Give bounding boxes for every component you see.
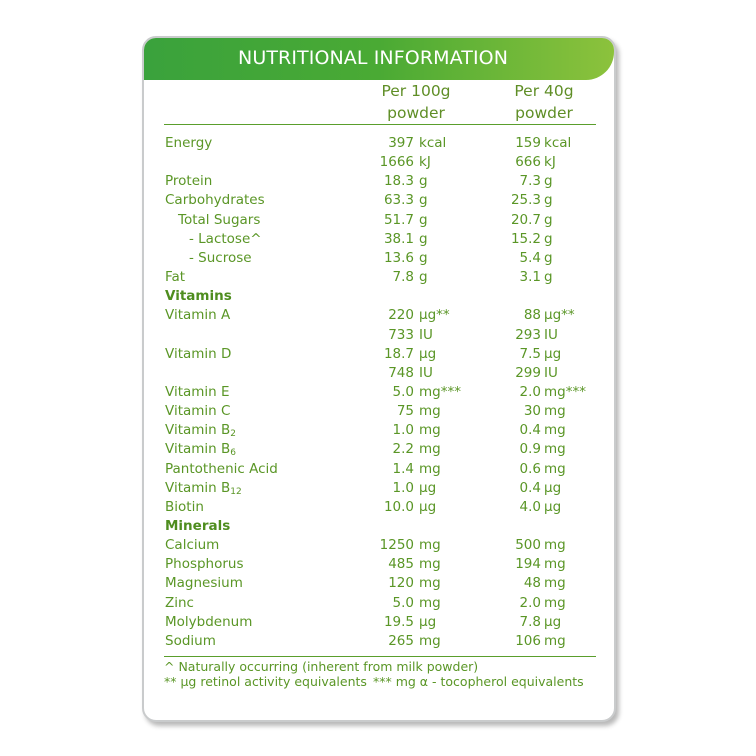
value-per-40g: 2.0 — [519, 594, 541, 611]
unit-per-100g: mg — [419, 460, 441, 477]
unit-per-100g: g — [419, 211, 428, 228]
value-per-100g: 18.7 — [383, 345, 414, 362]
value-per-40g: 7.5 — [519, 345, 541, 362]
value-per-100g: 220 — [388, 307, 414, 324]
value-per-40g: 15.2 — [510, 230, 541, 247]
value-per-100g: 75 — [396, 403, 414, 420]
nutrient-row — [144, 326, 614, 345]
label-text: - Lactose^ — [189, 230, 262, 247]
unit-per-40g: mg — [544, 422, 566, 439]
value-per-40g: 7.8 — [519, 613, 541, 630]
unit-per-100g: g — [419, 173, 428, 190]
label-text: Total Sugars — [178, 211, 261, 228]
footer-divider — [164, 656, 596, 657]
unit-per-40g: g — [544, 173, 553, 190]
label-text: Zinc — [165, 594, 194, 611]
nutrient-row — [144, 306, 614, 325]
footnote-tocopherol: *** mg α - tocopherol equivalents — [373, 674, 584, 689]
label-text: Carbohydrates — [165, 192, 265, 209]
nutrient-label — [178, 211, 260, 230]
unit-per-100g: µg — [419, 498, 437, 515]
unit-per-100g: mg — [419, 537, 441, 554]
nutrient-label — [165, 555, 244, 574]
label-text: Vitamin A — [165, 307, 231, 324]
unit-per-100g: mg — [419, 632, 441, 649]
unit-per-40g: mg — [544, 632, 566, 649]
column-header-per-40g — [496, 80, 592, 124]
nutrient-label — [165, 402, 230, 421]
value-per-100g: 120 — [388, 575, 414, 592]
label-text: Vitamin E — [165, 383, 230, 400]
nutrient-label — [165, 306, 230, 325]
nutrient-label — [165, 574, 243, 593]
unit-per-100g: µg — [419, 345, 437, 362]
value-per-40g: 293 — [515, 326, 541, 343]
unit-per-40g: mg — [544, 556, 566, 573]
value-per-40g: 4.0 — [519, 498, 541, 515]
unit-per-40g: µg — [544, 479, 562, 496]
nutrient-row — [144, 268, 614, 287]
value-per-40g: 2.0 — [519, 383, 541, 400]
value-per-100g: 10.0 — [383, 498, 414, 515]
nutrient-row — [144, 211, 614, 230]
unit-per-40g: g — [544, 230, 553, 247]
nutrient-label — [165, 421, 236, 442]
value-per-40g: 30 — [523, 403, 541, 420]
unit-per-40g: µg — [544, 345, 562, 362]
value-per-40g: 5.4 — [519, 249, 541, 266]
value-per-40g: 299 — [515, 364, 541, 381]
unit-per-100g: g — [419, 192, 428, 209]
label-text: Vitamins — [165, 288, 232, 305]
column-header-per-100g — [368, 80, 464, 124]
value-per-100g: 1666 — [379, 154, 414, 171]
label-text: Phosphorus — [165, 556, 244, 573]
value-per-100g: 51.7 — [383, 211, 414, 228]
nutrient-label — [189, 249, 252, 268]
nutrient-label — [165, 268, 185, 287]
nutrient-row — [144, 498, 614, 517]
unit-per-40g: mg — [544, 460, 566, 477]
unit-per-40g: mg — [544, 441, 566, 458]
nutrient-row — [144, 421, 614, 440]
value-per-100g: 748 — [388, 364, 414, 381]
label-text: Vitamin C — [165, 403, 231, 420]
nutrient-row — [144, 555, 614, 574]
value-per-100g: 63.3 — [383, 192, 414, 209]
value-per-100g: 18.3 — [383, 173, 414, 190]
value-per-100g: 265 — [388, 632, 414, 649]
nutrient-row — [144, 383, 614, 402]
label-text: Fat — [165, 269, 186, 286]
label-subscript: 6 — [230, 448, 236, 459]
nutrient-label — [189, 230, 262, 249]
nutrient-row — [144, 479, 614, 498]
nutrient-row — [144, 594, 614, 613]
section-heading-row — [144, 517, 614, 536]
nutrient-row — [144, 402, 614, 421]
nutrient-label — [165, 191, 265, 210]
label-text: Pantothenic Acid — [165, 460, 278, 477]
value-per-100g: 2.2 — [392, 441, 414, 458]
unit-per-100g: mg — [419, 422, 441, 439]
label-text: Vitamin B — [165, 479, 231, 496]
label-text: - Sucrose — [189, 249, 252, 266]
nutrient-label — [165, 594, 194, 613]
value-per-100g: 1.0 — [392, 479, 414, 496]
nutrient-row — [144, 230, 614, 249]
label-text: Calcium — [165, 537, 220, 554]
value-per-40g: 48 — [523, 575, 541, 592]
unit-per-40g: µg** — [544, 307, 575, 324]
value-per-40g: 0.4 — [519, 479, 541, 496]
unit-per-100g: IU — [419, 326, 433, 343]
value-per-100g: 7.8 — [392, 269, 414, 286]
nutrient-row — [144, 460, 614, 479]
label-text: Sodium — [165, 632, 216, 649]
value-per-40g: 88 — [523, 307, 541, 324]
unit-per-100g: mg — [419, 403, 441, 420]
unit-per-40g: µg — [544, 498, 562, 515]
value-per-100g: 485 — [388, 556, 414, 573]
unit-per-100g: mg — [419, 594, 441, 611]
unit-per-100g: mg — [419, 441, 441, 458]
unit-per-40g: mg — [544, 403, 566, 420]
column-header-line: powder — [515, 104, 573, 122]
unit-per-40g: g — [544, 211, 553, 228]
value-per-40g: 159 — [515, 135, 541, 151]
nutrient-row — [144, 345, 614, 364]
unit-per-100g: mg — [419, 575, 441, 592]
value-per-40g: 0.9 — [519, 441, 541, 458]
label-text: Protein — [165, 173, 213, 190]
unit-per-100g: g — [419, 269, 428, 286]
panel-title: NUTRITIONAL INFORMATION — [238, 47, 509, 69]
unit-per-40g: mg — [544, 575, 566, 592]
nutrient-row — [144, 172, 614, 191]
nutrient-label — [165, 460, 278, 479]
nutrient-label — [165, 479, 242, 500]
value-per-40g: 106 — [515, 632, 541, 649]
nutrient-label — [165, 172, 212, 191]
nutrient-label — [165, 345, 231, 364]
label-text: Vitamin D — [165, 345, 232, 362]
section-heading — [165, 287, 232, 306]
unit-per-100g: g — [419, 230, 428, 247]
header-divider — [164, 124, 596, 125]
label-text: Biotin — [165, 498, 204, 515]
label-text: Energy — [165, 135, 213, 151]
unit-per-100g: g — [419, 249, 428, 266]
unit-per-100g: µg — [419, 613, 437, 630]
unit-per-100g: mg — [419, 556, 441, 573]
unit-per-40g: g — [544, 192, 553, 209]
value-per-100g: 1.4 — [392, 460, 414, 477]
nutrient-label — [165, 383, 230, 402]
value-per-40g: 3.1 — [519, 269, 541, 286]
value-per-100g: 19.5 — [383, 613, 414, 630]
nutrient-label — [165, 632, 216, 651]
nutrient-row — [144, 191, 614, 210]
label-subscript: 12 — [230, 486, 242, 497]
value-per-40g: 0.4 — [519, 422, 541, 439]
nutrient-row — [144, 613, 614, 632]
unit-per-100g: µg** — [419, 307, 450, 324]
value-per-100g: 1.0 — [392, 422, 414, 439]
unit-per-40g: mg — [544, 537, 566, 554]
nutrient-label — [165, 440, 236, 461]
value-per-40g: 194 — [515, 556, 541, 573]
unit-per-40g: µg — [544, 613, 562, 630]
unit-per-40g: kcal — [544, 135, 572, 151]
nutrient-label — [165, 613, 252, 632]
label-text: Magnesium — [165, 575, 243, 592]
nutrient-row — [144, 134, 614, 153]
section-heading — [165, 517, 230, 536]
column-header-line: Per 40g — [514, 82, 574, 100]
unit-per-100g: IU — [419, 364, 433, 381]
unit-per-40g: IU — [544, 364, 558, 381]
unit-per-40g: g — [544, 249, 553, 266]
label-text: Vitamin B — [165, 441, 231, 458]
unit-per-100g: mg*** — [419, 383, 461, 400]
value-per-100g: 5.0 — [392, 594, 414, 611]
unit-per-40g: mg*** — [544, 383, 586, 400]
value-per-100g: 13.6 — [383, 249, 414, 266]
label-text: Molybdenum — [165, 613, 253, 630]
nutrient-row — [144, 536, 614, 555]
column-header-line: powder — [387, 104, 445, 122]
value-per-100g: 1250 — [379, 537, 414, 554]
value-per-40g: 666 — [515, 154, 541, 171]
value-per-100g: 38.1 — [383, 230, 414, 247]
label-text: Vitamin B — [165, 422, 231, 439]
label-text: Minerals — [165, 518, 231, 534]
nutrition-panel — [142, 36, 616, 722]
footnote-lactose: ^ Naturally occurring (inherent from milk powder) — [164, 659, 479, 674]
nutrient-label — [165, 134, 212, 153]
nutrient-row — [144, 440, 614, 459]
value-per-100g: 397 — [388, 135, 414, 151]
unit-per-40g: IU — [544, 326, 558, 343]
nutrient-row — [144, 153, 614, 172]
nutrient-row — [144, 364, 614, 383]
nutrient-label — [165, 536, 219, 555]
unit-per-40g: g — [544, 269, 553, 286]
unit-per-40g: mg — [544, 594, 566, 611]
column-header-line: Per 100g — [381, 82, 451, 100]
unit-per-100g: kJ — [419, 154, 431, 171]
unit-per-40g: kJ — [544, 154, 556, 171]
nutrient-row — [144, 632, 614, 651]
unit-per-100g: kcal — [419, 135, 447, 151]
label-subscript: 2 — [230, 429, 236, 440]
nutrient-label — [165, 498, 204, 517]
section-heading-row — [144, 287, 614, 306]
value-per-40g: 7.3 — [519, 173, 541, 190]
footnote-retinol: ** µg retinol activity equivalents — [164, 674, 367, 689]
value-per-40g: 20.7 — [510, 211, 541, 228]
nutrient-row — [144, 574, 614, 593]
unit-per-100g: µg — [419, 479, 437, 496]
value-per-40g: 0.6 — [519, 460, 541, 477]
nutrient-row — [144, 249, 614, 268]
value-per-40g: 500 — [515, 537, 541, 554]
value-per-40g: 25.3 — [510, 192, 541, 209]
value-per-100g: 733 — [388, 326, 414, 343]
panel-header — [144, 38, 614, 80]
value-per-100g: 5.0 — [392, 383, 414, 400]
